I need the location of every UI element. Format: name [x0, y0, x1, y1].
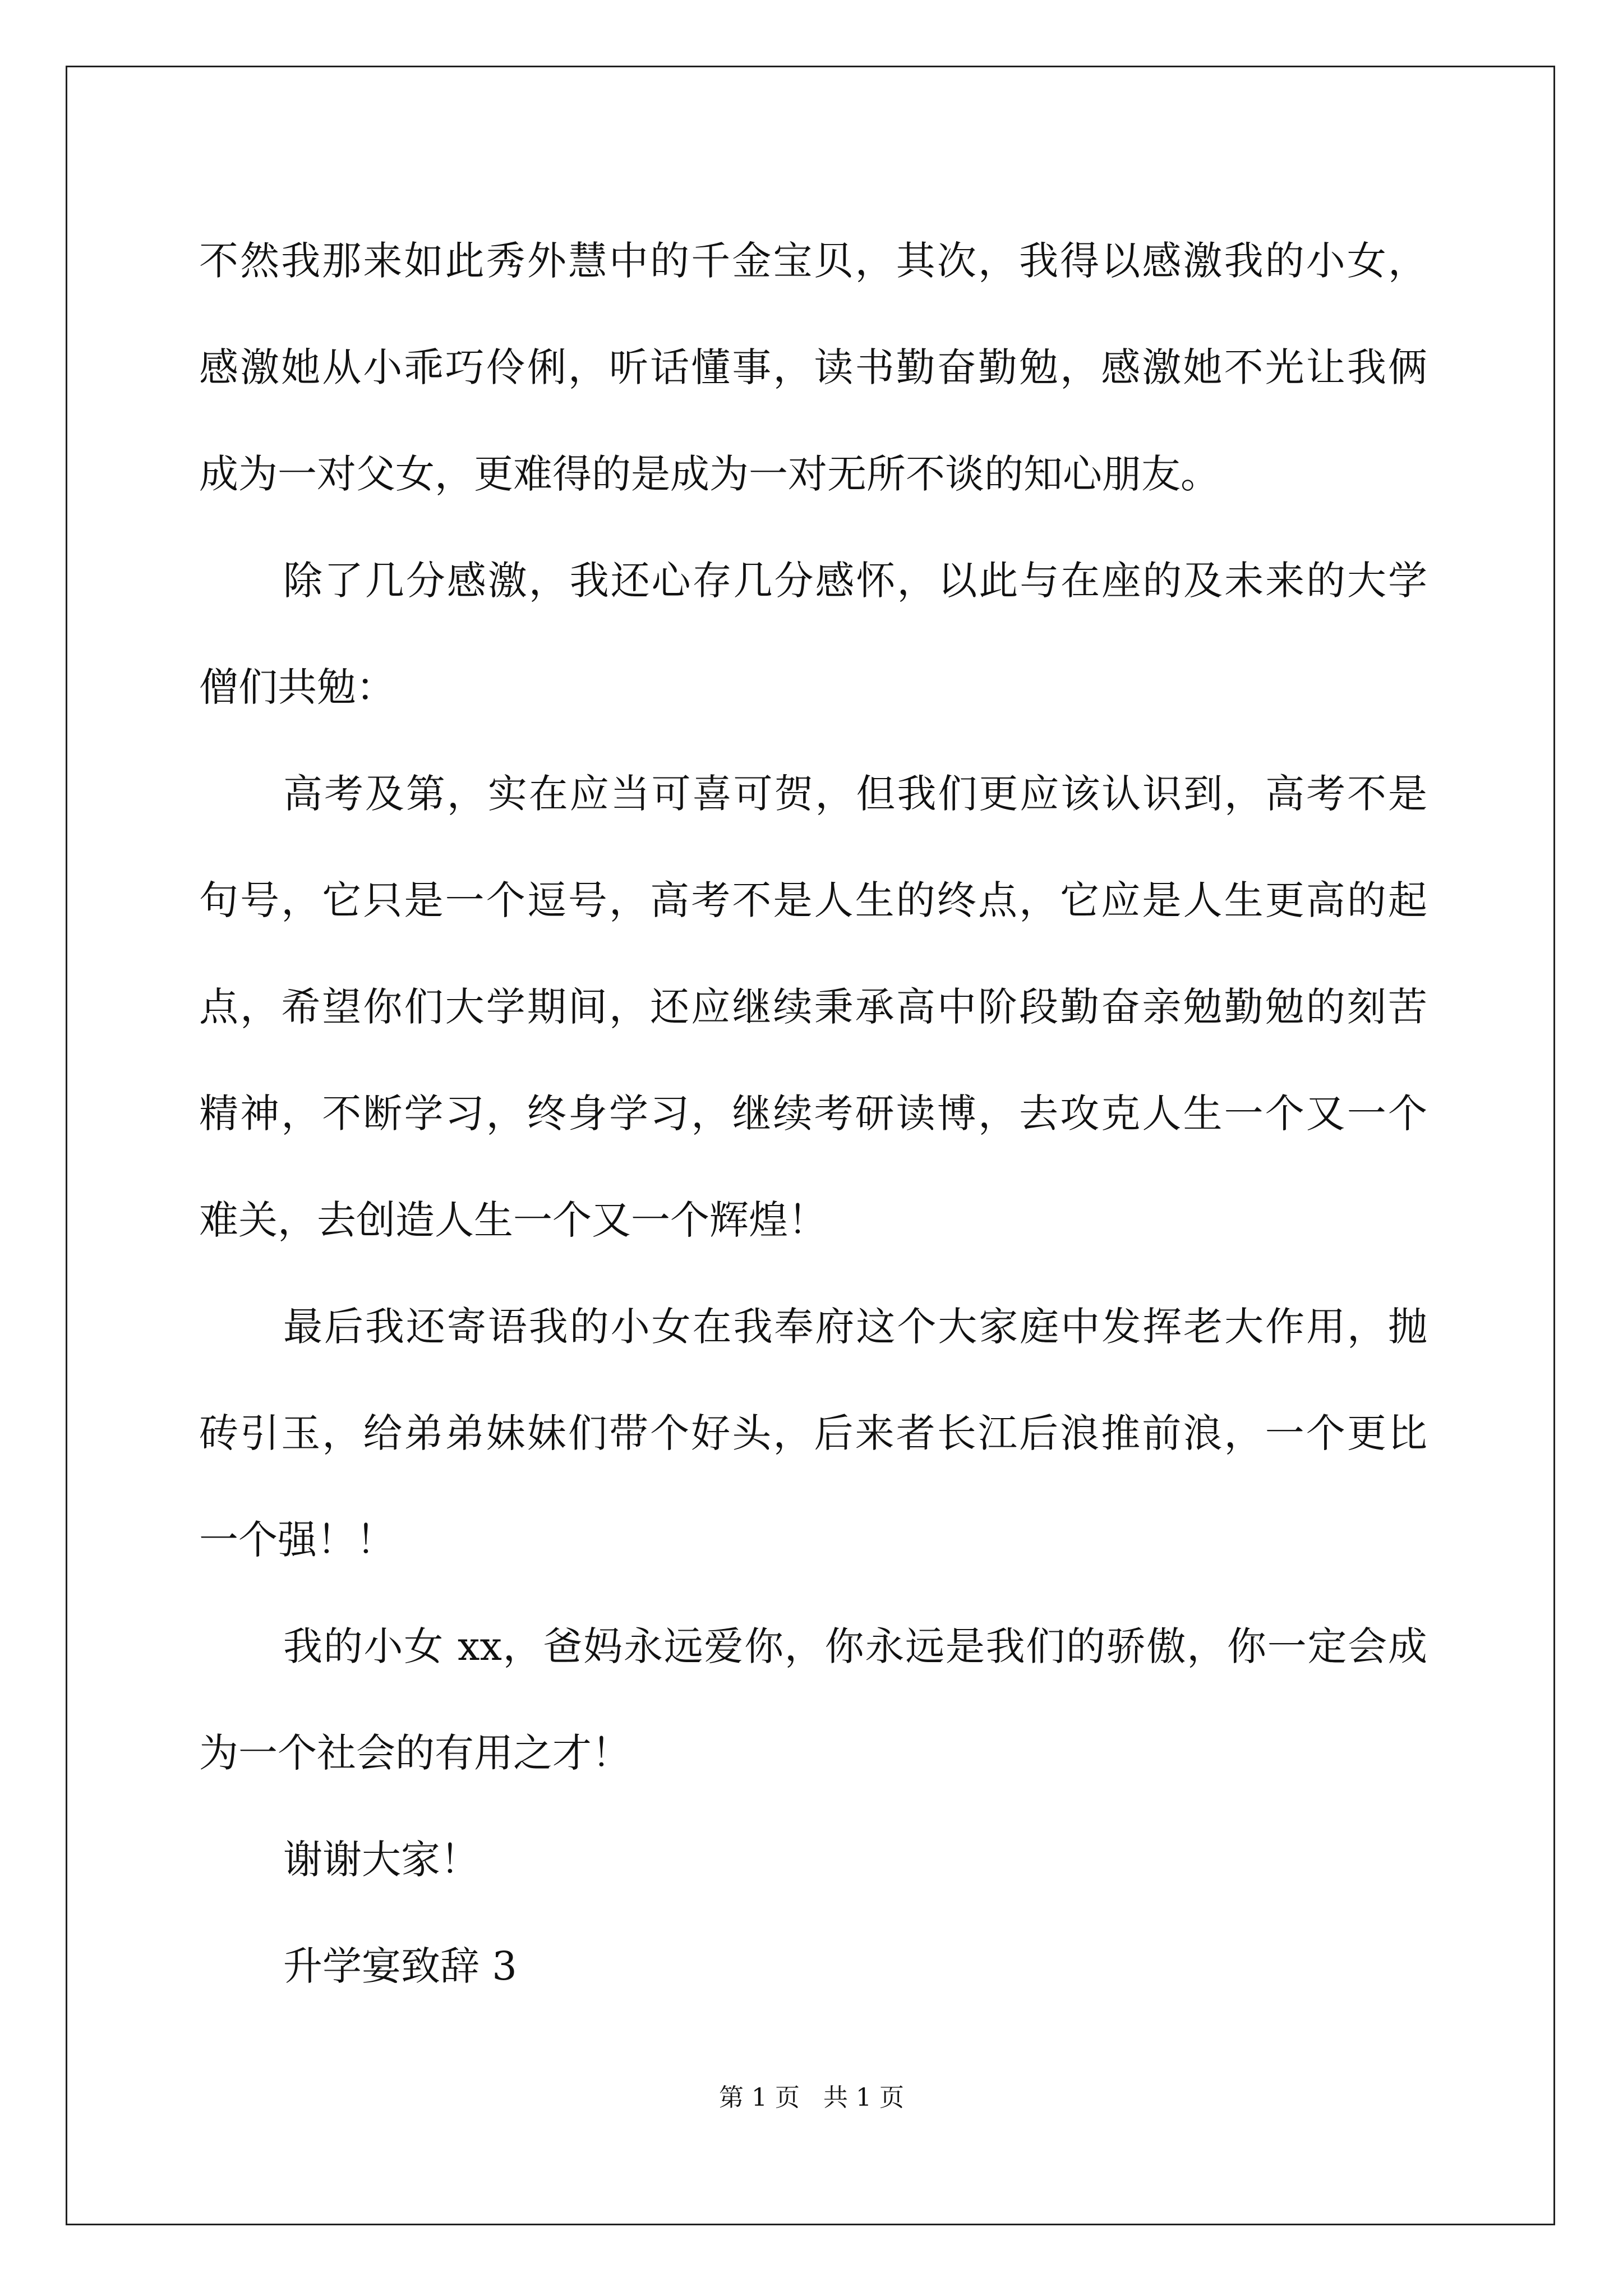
text-line: 感激她从小乖巧伶俐，听话懂事，读书勤奋勤勉，感激她不光让我俩: [199, 344, 1427, 390]
page-number: 第 1 页 共 1 页: [719, 2083, 904, 2112]
text-line: 精神，不断学习，终身学习，继续考研读博，去攻克人生一个又一个: [199, 1091, 1427, 1137]
text-line: 最后我还寄语我的小女在我奉府这个大家庭中发挥老大作用，抛: [283, 1304, 1427, 1350]
text-line: 成为一对父女，更难得的是成为一对无所不谈的知心朋友。: [199, 451, 1220, 497]
text-line: 句号，它只是一个逗号，高考不是人生的终点，它应是人生更高的起: [199, 877, 1427, 923]
text-line: 为一个社会的有用之才！: [199, 1730, 631, 1776]
text-line: 一个强！！: [199, 1517, 395, 1563]
page-footer: [0, 2081, 1623, 2115]
text-line: 谢谢大家！: [283, 1837, 479, 1883]
document-body: [199, 208, 1427, 2019]
text-line: 难关，去创造人生一个又一个辉煌！: [199, 1197, 827, 1243]
text-line: 不然我那来如此秀外慧中的千金宝贝，其次，我得以感激我的小女，: [199, 238, 1427, 284]
text-line: 点，希望你们大学期间，还应继续秉承高中阶段勤奋亲勉勤勉的刻苦: [199, 984, 1427, 1030]
text-line: 砖引玉，给弟弟妹妹们带个好头，后来者长江后浪推前浪，一个更比: [199, 1410, 1427, 1456]
text-line: 除了几分感激，我还心存几分感怀，以此与在座的及未来的大学: [283, 558, 1427, 604]
text-line: 我的小女 xx，爸妈永远爱你，你永远是我们的骄傲，你一定会成: [283, 1623, 1427, 1669]
text-line: 高考及第，实在应当可喜可贺，但我们更应该认识到，高考不是: [283, 771, 1427, 817]
text-line: 升学宴致辞 3: [283, 1943, 517, 1989]
text-line: 僧们共勉：: [199, 664, 395, 710]
